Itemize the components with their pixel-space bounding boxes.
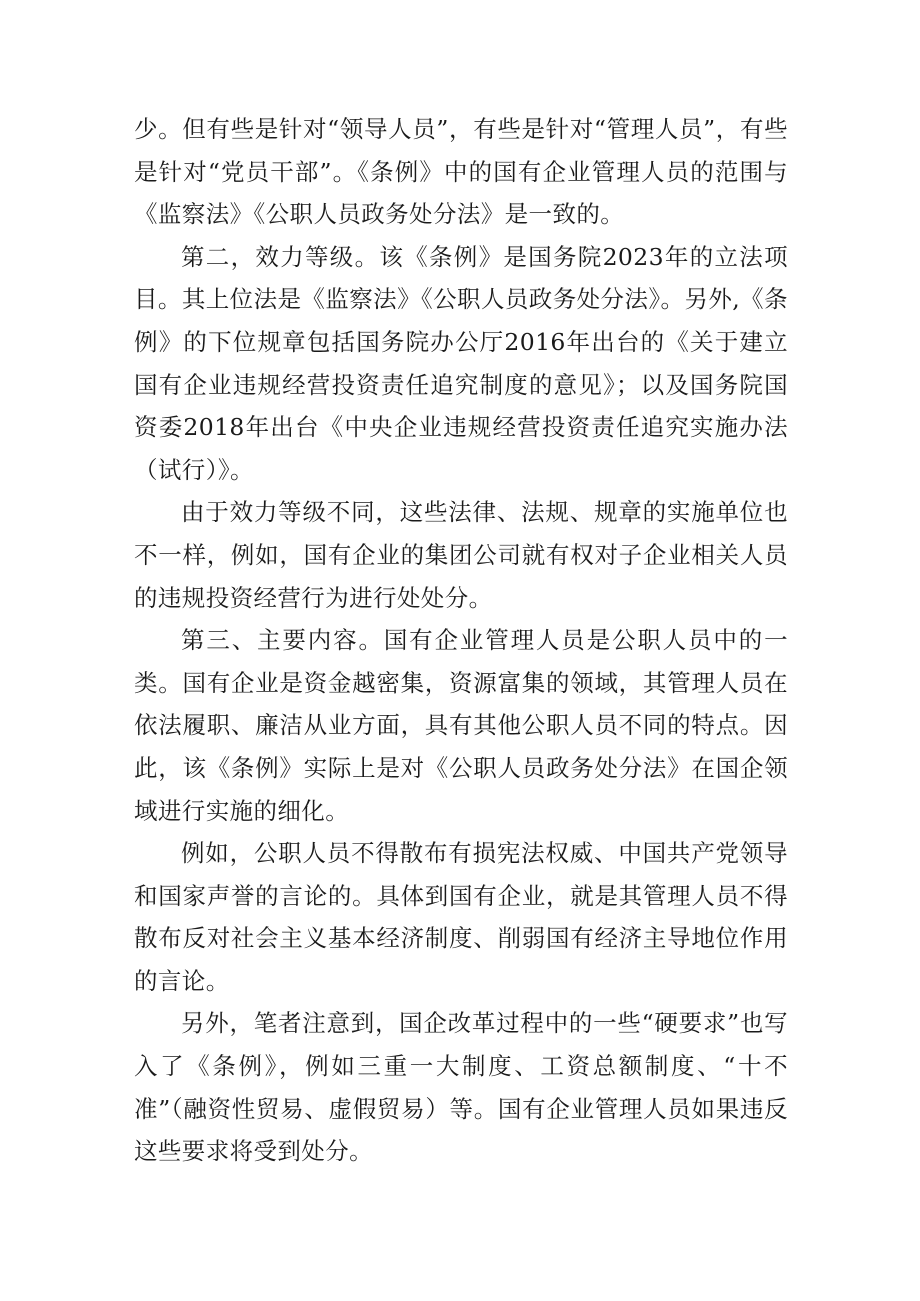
paragraph-main-content: 第三、主要内容。国有企业管理人员是公职人员中的一类。国有企业是资金越密集，资源富集的领域，其管理人员在依法履职、廉洁从业方面，具有其他公职人员不同的特点。因此，该《条例》实际上是对《公职人员政务处分法》在国企领域进行实施的细化。 (134, 626, 788, 825)
paragraph-continuation: 少。但有些是针对“领导人员”，有些是针对“管理人员”，有些是针对“党员干部”。《条例》中的国有企业管理人员的范围与《监察法》《公职人员政务处分法》是一致的。 (134, 115, 788, 229)
paragraph-example: 例如，公职人员不得散布有损宪法权威、中国共产党领导和国家声誉的言论的。具体到国有企业，就是其管理人员不得散布反对社会主义基本经济制度、削弱国有经济主导地位作用的言论。 (134, 839, 788, 995)
paragraph-reform-requirements: 另外，笔者注意到，国企改革过程中的一些“硬要求”也写入了《条例》，例如三重一大制度、工资总额制度、“十不准”（融资性贸易、虚假贸易）等。国有企业管理人员如果违反这些要求将受到处分。 (134, 1009, 788, 1166)
paragraph-effect-level: 第二，效力等级。该《条例》是国务院2023年的立法项目。其上位法是《监察法》《公职人员政务处分法》。另外,《条例》的下位规章包括国务院办公厅2016年出台的《关于建立国有企业违规经营投资责任追究制度的意见》；以及国务院国资委2018年出台《中央企业违规经营投资责任追究实施办法（试行）》。 (134, 242, 788, 484)
document-body (134, 108, 788, 1173)
paragraph-implementation-units: 由于效力等级不同，这些法律、法规、规章的实施单位也不一样，例如，国有企业的集团公司就有权对子企业相关人员的违规投资经营行为进行处处分。 (134, 498, 788, 612)
